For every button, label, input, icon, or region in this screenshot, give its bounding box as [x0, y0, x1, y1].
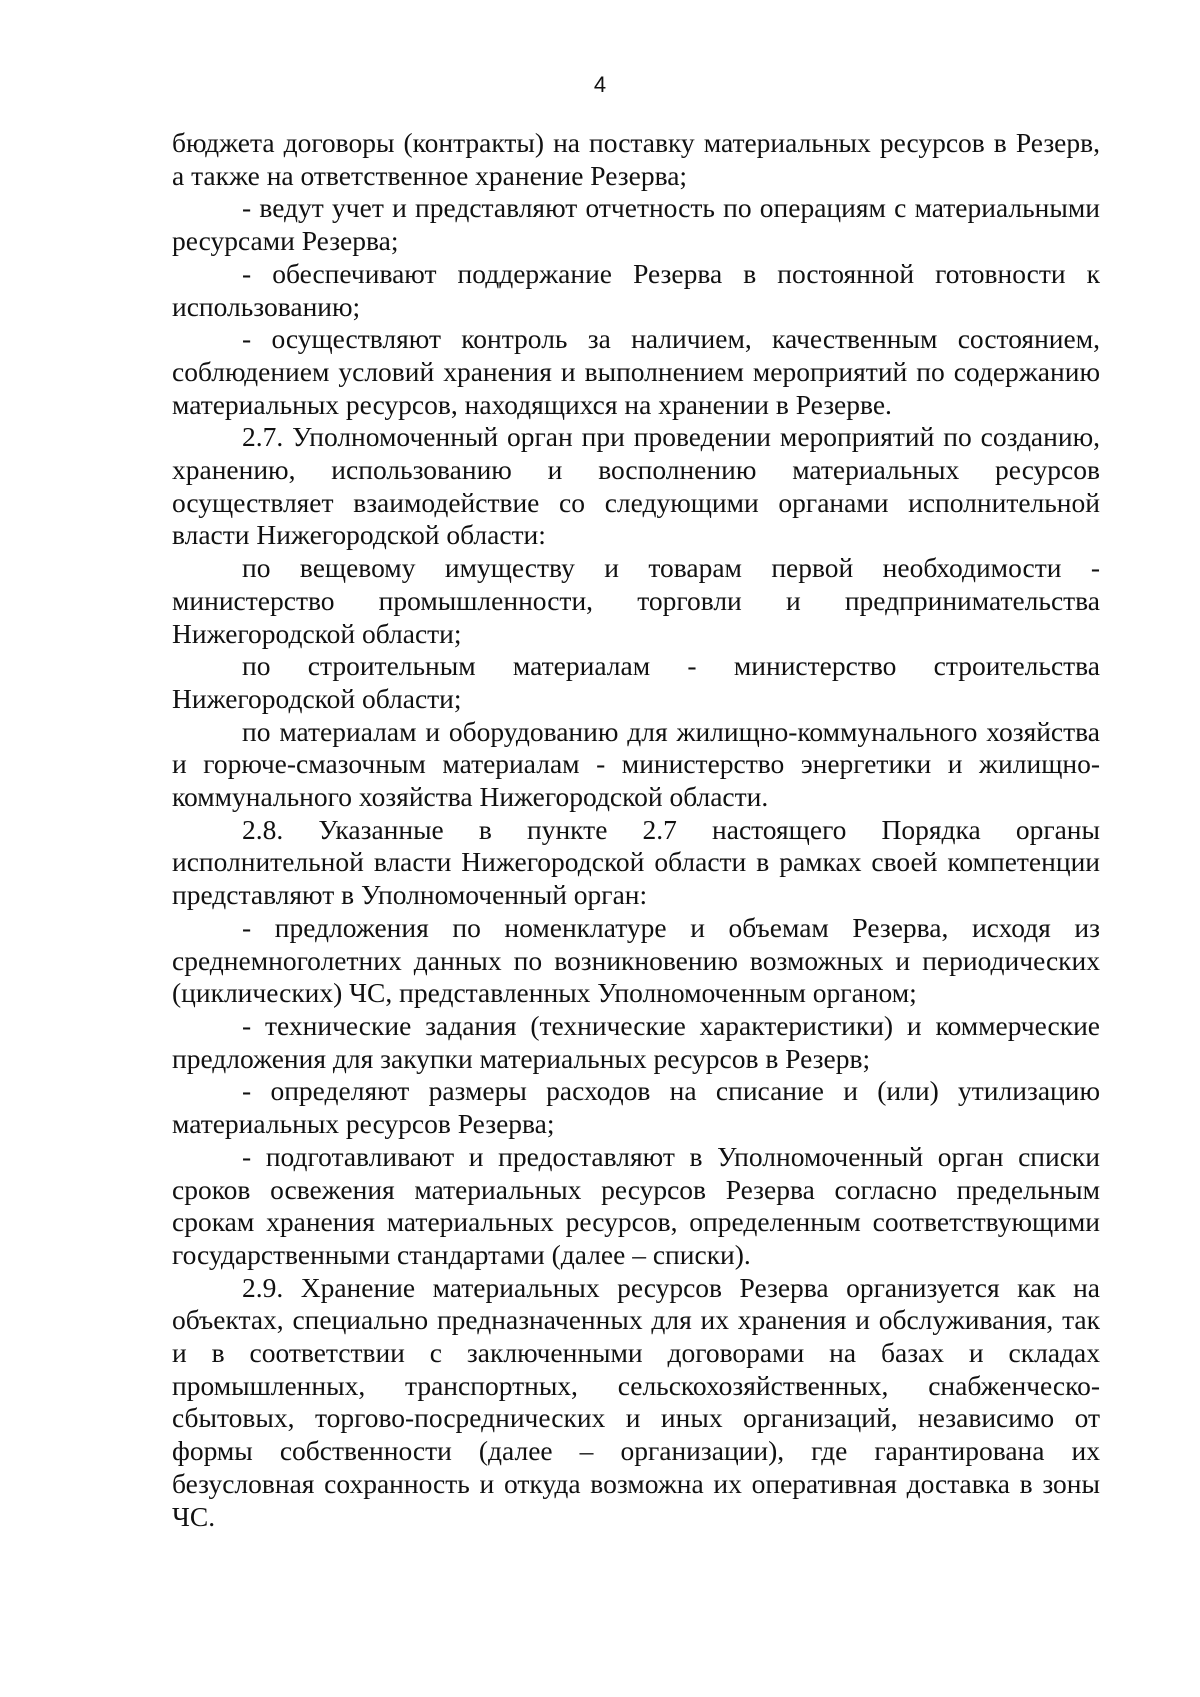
paragraph-disposal-costs: - определяют размеры расходов на списание и (или) утилизацию материальных ресурсов Резерва;	[172, 1075, 1100, 1140]
paragraph-construction: по строительным материалам - министерство строительства Нижегородской области;	[172, 650, 1100, 714]
paragraph-2-8: 2.8. Указанные в пункте 2.7 настоящего Порядка органы исполнительной власти Нижегородской области в рамках своей компетенции представляют в Уполномоченный орган:	[172, 813, 1100, 911]
paragraph-accounting: - ведут учет и представляют отчетность по операциям с материальными ресурсами Резерва;	[172, 192, 1100, 257]
paragraph-control: - осуществляют контроль за наличием, качественным состоянием, соблюдением условий хранения и выполнением мероприятий по содержанию материальных ресурсов, находящихся на хранении в Резерве.	[172, 323, 1100, 420]
paragraph-2-9: 2.9. Хранение материальных ресурсов Резерва организуется как на объектах, специально предназначенных для их хранения и обслуживания, так и в соответствии с заключенными договорами на базах и складах промышленных, транспортных, сельскохозяйственных, снабженческо-сбытовых, торгово-посреднических и иных организаций, независимо от формы собственности (далее – организации), где гарантирована их безусловная сохранность и откуда возможна их оперативная доставка в зоны ЧС.	[172, 1271, 1100, 1532]
paragraph-technical-specs: - технические задания (технические характеристики) и коммерческие предложения для закупки материальных ресурсов в Резерв;	[172, 1009, 1100, 1074]
paragraph-proposals: - предложения по номенклатуре и объемам Резерва, исходя из среднемноголетних данных по возникновению возможных и периодических (циклических) ЧС, представленных Уполномоченным органом;	[172, 911, 1100, 1009]
page-number: 4	[593, 72, 607, 97]
paragraph-clothing-goods: по вещевому имуществу и товарам первой необходимости - министерство промышленности, торговли и предпринимательства Нижегородской области;	[172, 552, 1100, 649]
paragraph-utilities: по материалам и оборудованию для жилищно-коммунального хозяйства и горюче-смазочным материалам - министерство энергетики и жилищно-коммунального хозяйства Нижегородской области.	[172, 715, 1100, 813]
paragraph-budget-contracts: бюджета договоры (контракты) на поставку материальных ресурсов в Резерв, а также на ответственное хранение Резерва;	[172, 127, 1100, 191]
paragraph-readiness: - обеспечивают поддержание Резерва в постоянной готовности к использованию;	[172, 257, 1100, 322]
paragraph-refresh-lists: - подготавливают и предоставляют в Уполномоченный орган списки сроков освежения материальных ресурсов Резерва согласно предельным срокам хранения материальных ресурсов, определенным соответствующими государственными стандартами (далее – списки).	[172, 1140, 1100, 1270]
document-body	[172, 127, 1100, 1533]
paragraph-2-7: 2.7. Уполномоченный орган при проведении мероприятий по созданию, хранению, использованию и восполнению материальных ресурсов осуществляет взаимодействие со следующими органами исполнительной власти Нижегородской области:	[172, 421, 1100, 551]
